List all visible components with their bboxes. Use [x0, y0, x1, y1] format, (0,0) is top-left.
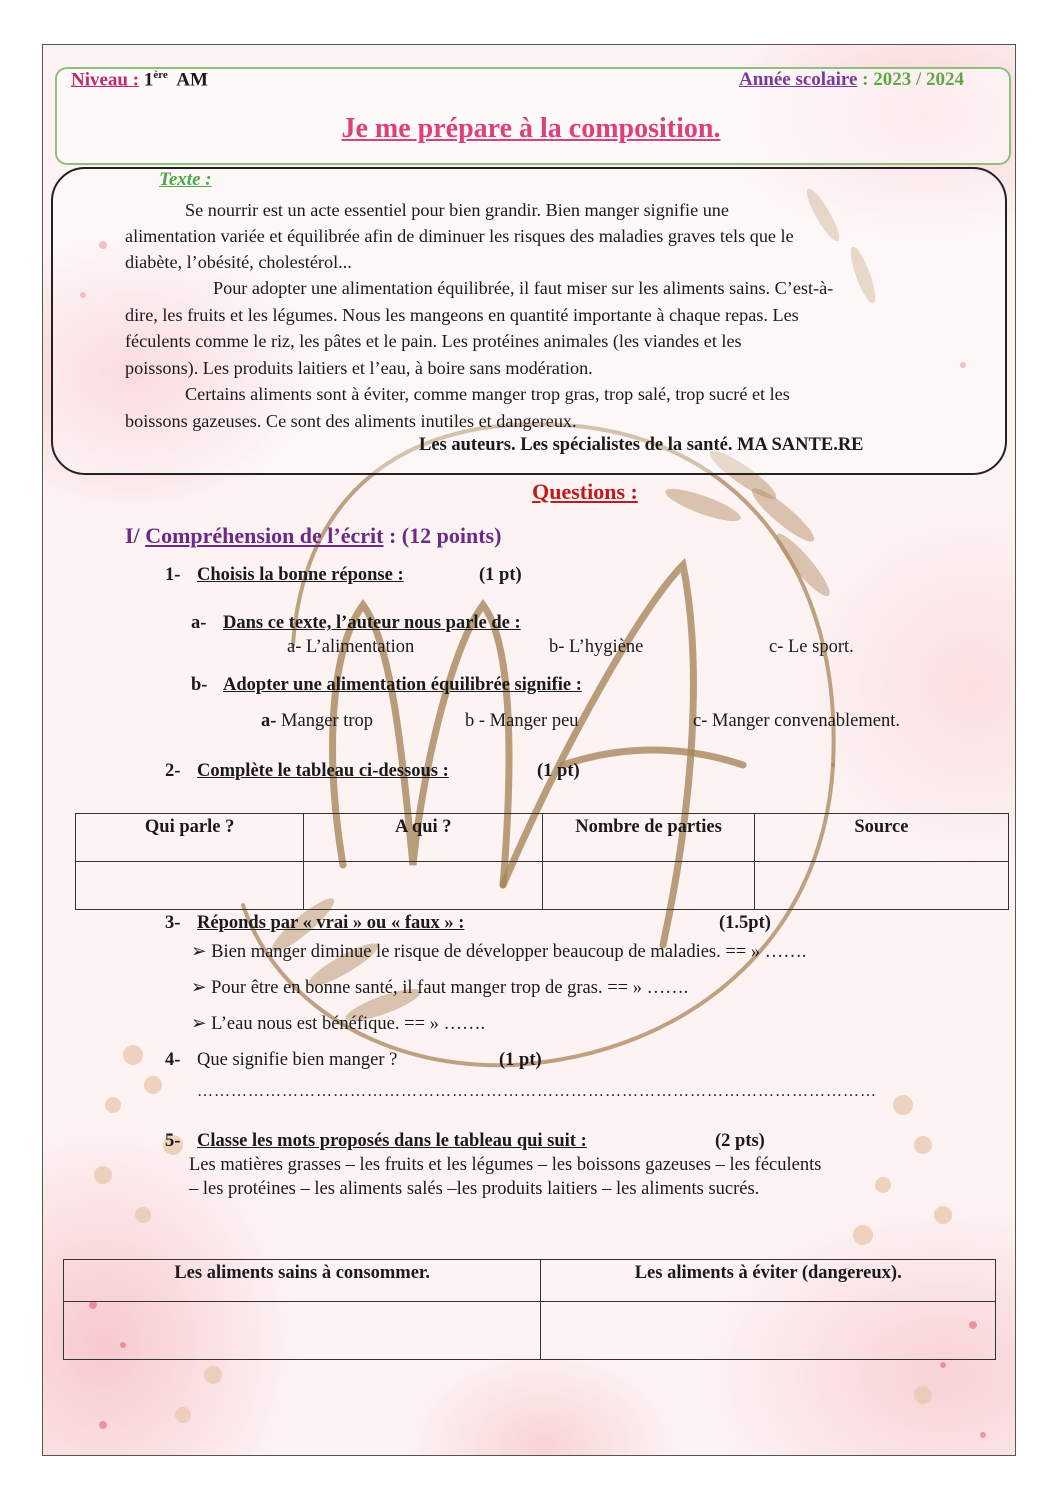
- text-line: diabète, l’obésité, cholestérol...: [125, 252, 352, 272]
- q1a-title: Dans ce texte, l’auteur nous parle de :: [223, 613, 521, 633]
- q1b-option: b - Manger peu: [465, 711, 579, 731]
- text-line: dire, les fruits et les légumes. Nous les mangeons en quantité importante à chaque repas. Les: [125, 305, 799, 325]
- q2-header-cell: A qui ?: [304, 814, 543, 862]
- q1b-title: Adopter une alimentation équilibrée signifie :: [223, 675, 582, 695]
- q2-table: [75, 813, 1009, 910]
- niveau-sup: ère: [153, 69, 168, 81]
- text-line: Se nourrir est un acte essentiel pour bien grandir. Bien manger signifie une: [185, 200, 729, 220]
- section-title: [125, 523, 501, 549]
- q2-answer-cell[interactable]: [76, 862, 304, 910]
- q2-header-cell: Nombre de parties: [543, 814, 755, 862]
- q4-points: (1 pt): [499, 1050, 542, 1070]
- annee-value: : 2023 / 2024: [862, 69, 964, 90]
- q1-title: Choisis la bonne réponse :: [197, 565, 404, 585]
- q5-points: (2 pts): [715, 1131, 765, 1151]
- q2-points: (1 pt): [537, 761, 580, 781]
- q5-answer-cell[interactable]: [541, 1302, 996, 1360]
- text-line: Pour adopter une alimentation équilibrée, il faut miser sur les aliments sains. C’est-à-: [213, 278, 834, 298]
- q4-answer-line[interactable]: …………………………………………………………………………………………………………: [197, 1083, 877, 1100]
- q4-number: 4-: [165, 1050, 181, 1070]
- q4-title: Que signifie bien manger ?: [197, 1050, 398, 1070]
- q5-header-cell: Les aliments sains à consommer.: [64, 1260, 541, 1302]
- q2-header-cell: Qui parle ?: [76, 814, 304, 862]
- q1-number: 1-: [165, 565, 181, 585]
- niveau-suffix: AM: [176, 69, 208, 91]
- q5-title: Classe les mots proposés dans le tableau qui suit :: [197, 1131, 587, 1151]
- section-prefix: I/: [125, 523, 140, 548]
- q2-title: Complète le tableau ci-dessous :: [197, 761, 449, 781]
- q5-word-list: Les matières grasses – les fruits et les légumes – les boissons gazeuses – les féculents: [189, 1155, 822, 1175]
- q1b-option: c- Manger convenablement.: [693, 711, 901, 731]
- q3-item: ➢ Bien manger diminue le risque de développer beaucoup de maladies. == » …….: [191, 942, 807, 962]
- annee-label: Année scolaire: [739, 69, 858, 90]
- section-points: : (12 points): [388, 523, 502, 548]
- q1b-letter: b-: [191, 675, 208, 695]
- text-source: Les auteurs. Les spécialistes de la santé. MA SANTE.RE: [419, 435, 864, 455]
- q2-number: 2-: [165, 761, 181, 781]
- q5-word-list: – les protéines – les aliments salés –les produits laitiers – les aliments sucrés.: [189, 1179, 760, 1199]
- q1a-option: c- Le sport.: [769, 637, 854, 657]
- text-line: féculents comme le riz, les pâtes et le pain. Les protéines animales (les viandes et les: [125, 331, 742, 351]
- q2-header-cell: Source: [754, 814, 1008, 862]
- text-line: Certains aliments sont à éviter, comme manger trop gras, trop salé, trop sucré et les: [185, 384, 790, 404]
- q2-answer-cell[interactable]: [754, 862, 1008, 910]
- q1a-option: a- L’alimentation: [287, 637, 415, 657]
- q3-points: (1.5pt): [719, 913, 771, 933]
- q1a-option: b- L’hygiène: [549, 637, 644, 657]
- niveau-line: [71, 69, 208, 91]
- q3-title: Réponds par « vrai » ou « faux » :: [197, 913, 465, 933]
- niveau-value: 1: [143, 69, 154, 91]
- q2-answer-cell[interactable]: [543, 862, 755, 910]
- section-name: Compréhension de l’écrit: [145, 523, 384, 548]
- niveau-label: Niveau :: [71, 69, 140, 91]
- q3-item: ➢ L’eau nous est bénéfique. == » …….: [191, 1014, 486, 1034]
- q3-number: 3-: [165, 913, 181, 933]
- q2-answer-cell[interactable]: [304, 862, 543, 910]
- q5-answer-cell[interactable]: [64, 1302, 541, 1360]
- q5-header-cell: Les aliments à éviter (dangereux).: [541, 1260, 996, 1302]
- text-line: boissons gazeuses. Ce sont des aliments inutiles et dangereux.: [125, 411, 577, 431]
- q3-item: ➢ Pour être en bonne santé, il faut manger trop de gras. == » …….: [191, 978, 689, 998]
- q5-table: [63, 1259, 996, 1360]
- q5-number: 5-: [165, 1131, 181, 1151]
- q1a-letter: a-: [191, 613, 207, 633]
- questions-title: Questions :: [532, 479, 638, 504]
- q1b-option: a- Manger trop: [261, 711, 374, 731]
- q1-points: (1 pt): [479, 565, 522, 585]
- text-line: poissons). Les produits laitiers et l’eau, à boire sans modération.: [125, 358, 593, 378]
- annee-line: [739, 69, 964, 91]
- text-line: alimentation variée et équilibrée afin de diminuer les risques des maladies graves tels que le: [125, 226, 794, 246]
- texte-label: Texte :: [159, 169, 212, 190]
- page-title: Je me prépare à la composition.: [341, 113, 721, 144]
- worksheet-page: [42, 44, 1016, 1456]
- flower-dots: [94, 1045, 952, 1423]
